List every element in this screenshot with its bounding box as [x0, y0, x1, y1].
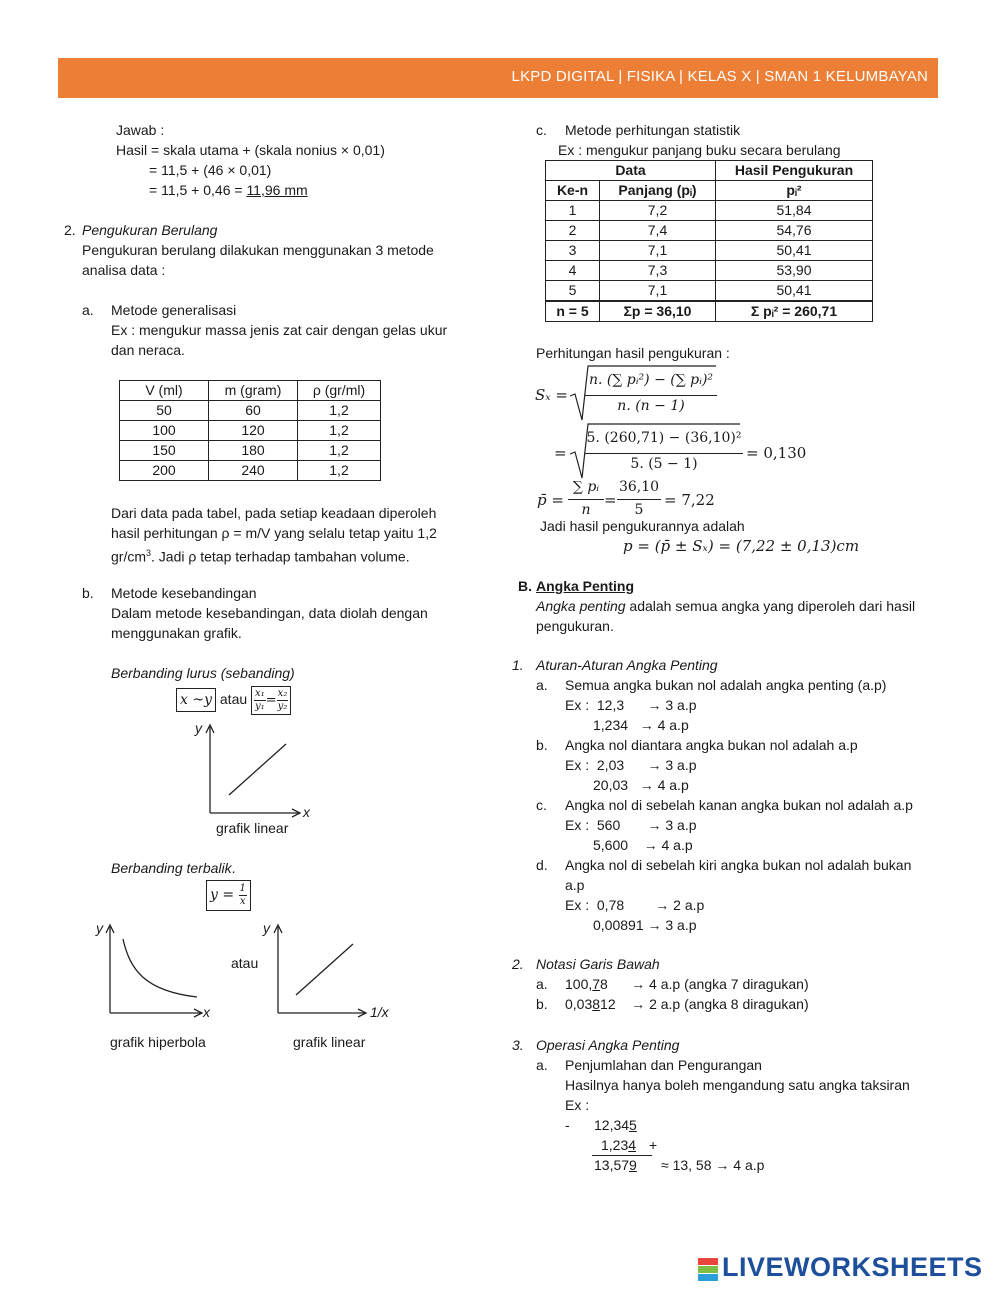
- atau-between-graphs: atau: [231, 955, 259, 971]
- table-row: 4 7,3 53,90: [546, 261, 873, 281]
- operation-a-title: Penjumlahan dan Pengurangan: [565, 1057, 762, 1073]
- table-row: 2 7,4 54,76: [546, 221, 873, 241]
- jawab-label: Jawab :: [116, 122, 165, 138]
- method-a-title: Metode generalisasi: [111, 302, 237, 318]
- hasil-result: 11,96 mm: [246, 182, 308, 198]
- sx2-denominator: 5. (5 − 1): [630, 456, 698, 472]
- table-header-row: [120, 381, 381, 401]
- rule-c: Angka nol di sebelah kanan angka bukan nol adalah a.p: [565, 797, 913, 813]
- method-a-conclusion-2: hasil perhitungan ρ = m/V yang selalu tetap yaitu 1,2: [111, 525, 437, 541]
- section-2-desc-2: analisa data :: [82, 262, 166, 278]
- rule-c-label: c.: [536, 797, 547, 813]
- hasil-line-2: = 11,5 + (46 × 0,01): [149, 162, 272, 178]
- section-b-desc-1: Angka penting adalah semua angka yang diperoleh dari hasil: [536, 598, 916, 614]
- jadi-label: Jadi hasil pengukurannya adalah: [540, 518, 745, 534]
- subsection-3-number: 3.: [512, 1037, 524, 1053]
- table-row: 5 7,1 50,41: [546, 281, 873, 302]
- table-panjang-buku: [545, 160, 873, 322]
- method-b-label: b.: [82, 585, 94, 601]
- method-a-example-1: Ex : mengukur massa jenis zat cair dengan gelas ukur: [111, 322, 448, 338]
- sx-lhs: Sₓ =: [535, 386, 568, 404]
- method-c-label: c.: [536, 122, 547, 138]
- linear-graph-2: [258, 915, 388, 1025]
- method-a-conclusion-1: Dari data pada tabel, pada setiap keadaan diperoleh: [111, 505, 437, 521]
- subsection-1-number: 1.: [512, 657, 524, 673]
- rule-d-label: d.: [536, 857, 548, 873]
- logo-cube-icon: [698, 1258, 718, 1282]
- notation-b-label: b.: [536, 996, 548, 1012]
- notation-b: 0,03812 → 2 a.p (angka 8 diragukan): [565, 996, 809, 1012]
- rule-a: Semua angka bukan nol adalah angka penting (a.p): [565, 677, 887, 693]
- subsection-1-title: Aturan-Aturan Angka Penting: [536, 657, 718, 673]
- graph2-x-label: x: [203, 1004, 210, 1020]
- method-a-example-2: dan neraca.: [111, 342, 185, 358]
- sum-plus-sign: +: [649, 1137, 658, 1153]
- graph3-x-label: 1/x: [370, 1004, 389, 1020]
- graph3-y-label: y: [263, 920, 270, 936]
- perhitungan-label: Perhitungan hasil pengukuran :: [536, 345, 730, 361]
- table-header-cell: pᵢ²: [716, 181, 873, 201]
- logo-text: LIVEWORKSHEETS: [722, 1252, 983, 1282]
- table-row: 50 60 1,2: [120, 401, 381, 421]
- operation-a-desc: Hasilnya hanya boleh mengandung satu angka taksiran: [565, 1077, 910, 1093]
- sum-line-1: 12,345: [594, 1117, 637, 1133]
- sum-result: ≈ 13, 58 → 4 a.p: [661, 1157, 765, 1173]
- formula-ratio: $\frac{\text{x₁}}{\text{y₁}}$ = $\frac{\text{x₂}}{\text{y₂}}$: [251, 686, 291, 715]
- table-footer-row: n = 5 Σp = 36,10 Σ pᵢ² = 260,71: [546, 301, 873, 322]
- table-header-cell: ρ (gr/ml): [298, 381, 381, 401]
- operation-a-label: a.: [536, 1057, 548, 1073]
- pbar-denominator-2: 5: [634, 502, 644, 518]
- proportional-formula: x ~y atau $\frac{\text{x₁}}{\text{y₁}}$ = $\frac{\text{x₂}}{\text{y₂}}$: [176, 686, 291, 715]
- section-b-desc-2: pengukuran.: [536, 618, 614, 634]
- graph2-caption: grafik hiperbola: [110, 1034, 206, 1050]
- notation-a-label: a.: [536, 976, 548, 992]
- table-row: 150 180 1,2: [120, 441, 381, 461]
- sx2-result: = 0,130: [746, 444, 807, 462]
- notation-a: 100,78 → 4 a.p (angka 7 diragukan): [565, 976, 809, 992]
- graph1-caption: grafik linear: [216, 820, 289, 836]
- table-group-header-row: [546, 161, 873, 181]
- method-b-desc-2: menggunakan grafik.: [111, 625, 242, 641]
- table-header-cell: V (ml): [120, 381, 209, 401]
- linear-graph-1: [190, 715, 320, 825]
- hasil-line-3: = 11,5 + 0,46 = 11,96 mm: [149, 182, 308, 198]
- pbar-numerator-2: 36,10: [618, 479, 660, 495]
- table-row: 200 240 1,2: [120, 461, 381, 481]
- section-2-desc-1: Pengukuran berulang dilakukan menggunakan 3 metode: [82, 242, 434, 258]
- rule-b: Angka nol diantara angka bukan nol adalah a.p: [565, 737, 858, 753]
- method-b-title: Metode kesebandingan: [111, 585, 257, 601]
- berbanding-lurus-title: Berbanding lurus (sebanding): [111, 665, 295, 681]
- subsection-2-title: Notasi Garis Bawah: [536, 956, 660, 972]
- rule-a-label: a.: [536, 677, 548, 693]
- graph2-y-label: y: [96, 920, 103, 936]
- rule-b-label: b.: [536, 737, 548, 753]
- rule-a-example-1: Ex : 12,3 → 3 a.p: [565, 697, 697, 713]
- table-massa-jenis: [119, 380, 381, 481]
- table-group-header: Hasil Pengukuran: [716, 161, 873, 181]
- graph3-caption: grafik linear: [293, 1034, 366, 1050]
- method-c-title: Metode perhitungan statistik: [565, 122, 741, 138]
- pbar-denominator-1: n: [581, 502, 591, 518]
- rule-d-example-1: Ex : 0,78 → 2 a.p: [565, 897, 705, 913]
- table-header-cell: Panjang (pᵢ): [600, 181, 716, 201]
- hyperbola-graph: [90, 915, 220, 1025]
- sum-line-3: 13,579: [594, 1157, 637, 1173]
- section-2-number: 2.: [64, 222, 76, 238]
- rule-b-example-1: Ex : 2,03 → 3 a.p: [565, 757, 697, 773]
- rule-a-example-2: 1,234 → 4 a.p: [593, 717, 689, 733]
- graph1-x-label: x: [303, 804, 310, 820]
- operation-example-label: Ex :: [565, 1097, 590, 1113]
- rule-d-line-1: Angka nol di sebelah kiri angka bukan nol adalah bukan: [565, 857, 912, 873]
- sum-line-2: 1,234: [601, 1137, 637, 1153]
- sx-denominator: n. (n − 1): [617, 398, 685, 414]
- method-b-desc-1: Dalam metode kesebandingan, data diolah dengan: [111, 605, 428, 621]
- subsection-3-title: Operasi Angka Penting: [536, 1037, 680, 1053]
- final-result: p = (p̄ ± Sₓ) = (7,22 ± 0,13)cm: [623, 537, 860, 555]
- table-group-header: Data: [546, 161, 716, 181]
- rule-b-example-2: 20,03 → 4 a.p: [593, 777, 689, 793]
- table-row: 100 120 1,2: [120, 421, 381, 441]
- method-a-label: a.: [82, 302, 94, 318]
- method-c-example: Ex : mengukur panjang buku secara berulang: [558, 142, 841, 158]
- sx2-numerator: 5. (260,71) − (36,10)²: [586, 430, 742, 446]
- rule-c-example-1: Ex : 560 → 3 a.p: [565, 817, 697, 833]
- pbar-lhs: p̄ =: [537, 491, 564, 509]
- rule-d-line-2: a.p: [565, 877, 585, 893]
- header-title: LKPD DIGITAL | FISIKA | KELAS X | SMAN 1 KELUMBAYAN: [511, 68, 928, 85]
- rule-d-example-2: 0,00891 → 3 a.p: [593, 917, 697, 933]
- pbar-result: = 7,22: [664, 491, 715, 509]
- inverse-formula: y = $\frac{1}{x}$: [206, 880, 251, 911]
- table-row: 3 7,1 50,41: [546, 241, 873, 261]
- pbar-eq: =: [604, 491, 617, 509]
- subsection-2-number: 2.: [512, 956, 524, 972]
- hasil-line-1: Hasil = skala utama + (skala nonius × 0,01): [116, 142, 385, 158]
- table-row: 1 7,2 51,84: [546, 201, 873, 221]
- method-a-conclusion-3: $gr/cm^3$. Jadi ρ tetap terhadap tambahan volume.: [111, 548, 410, 565]
- table-header-row: [546, 181, 873, 201]
- graph1-y-label: y: [195, 720, 202, 736]
- pbar-numerator-1: ∑ pᵢ: [572, 479, 600, 495]
- berbanding-terbalik-title: Berbanding terbalik.: [111, 860, 236, 876]
- section-2-title: Pengukuran Berulang: [82, 222, 218, 238]
- section-b-label: B.: [518, 578, 532, 594]
- sx-numerator: n. (∑ pᵢ²) − (∑ pᵢ)²: [588, 372, 714, 388]
- section-b-title: Angka Penting: [536, 578, 635, 594]
- table-header-cell: Ke-n: [546, 181, 600, 201]
- sx2-eq: =: [554, 444, 567, 462]
- operation-dash: -: [565, 1117, 570, 1133]
- page-header: [58, 58, 938, 98]
- table-header-cell: m (gram): [209, 381, 298, 401]
- rule-c-example-2: 5,600 → 4 a.p: [593, 837, 693, 853]
- formula-x-tilde-y: x ~y: [176, 688, 216, 712]
